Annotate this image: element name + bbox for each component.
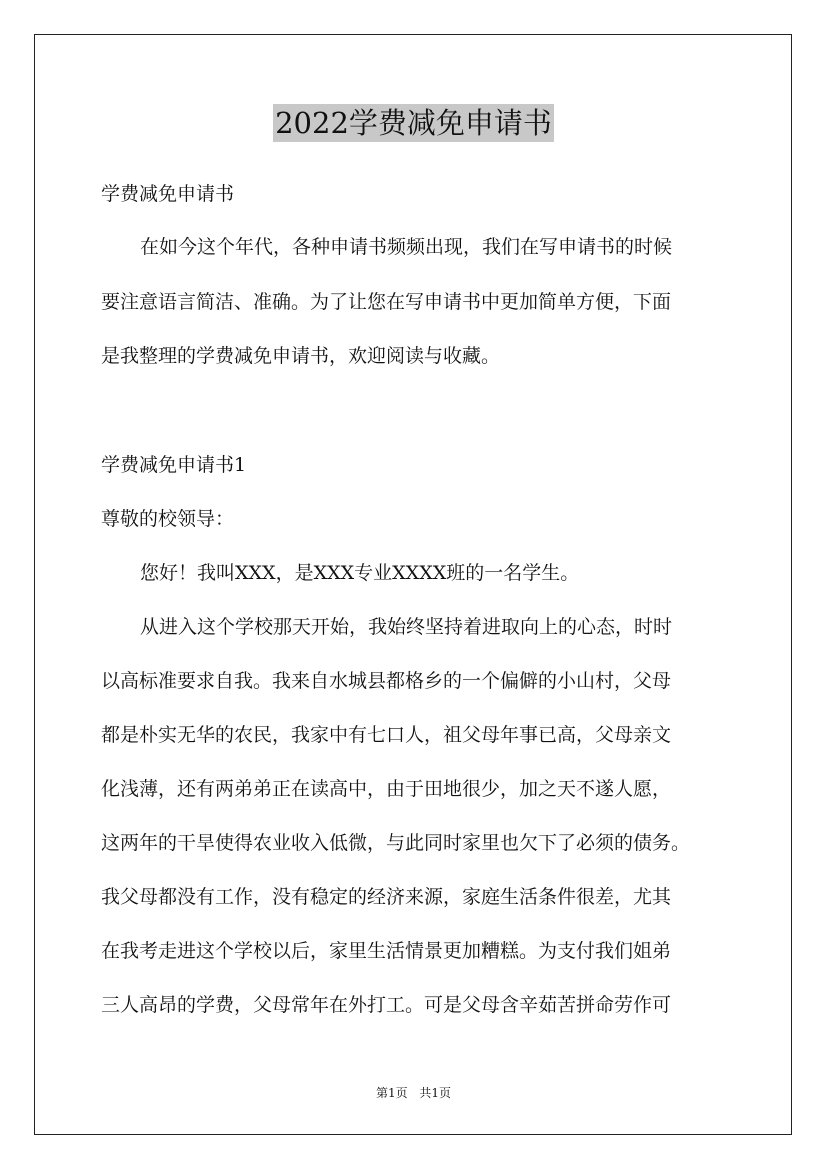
intro-line-1: 在如今这个年代，各种申请书频频出现，我们在写申请书的时候 <box>140 236 673 258</box>
title-container <box>0 104 827 142</box>
body-line-1: 从进入这个学校那天开始，我始终坚持着进取向上的心态，时时 <box>140 616 673 638</box>
section-heading: 学费减免申请书1 <box>101 454 247 476</box>
body-line-2: 以高标准要求自我。我来自水城县都格乡的一个偏僻的小山村，父母 <box>101 670 672 692</box>
page-footer <box>0 1085 827 1101</box>
greeting-line: 您好！我叫XXX，是XXX专业XXXX班的一名学生。 <box>140 562 580 584</box>
body-line-8: 三人高昂的学费，父母常年在外打工。可是父母含辛茹苦拼命劳作可 <box>101 994 672 1016</box>
page-number: 第1页 <box>375 1086 408 1100</box>
intro-line-3: 是我整理的学费减免申请书，欢迎阅读与收藏。 <box>101 345 501 367</box>
body-line-7: 在我考走进这个学校以后，家里生活情景更加糟糕。为支付我们姐弟 <box>101 940 672 962</box>
page-total: 共1页 <box>419 1086 452 1100</box>
body-line-6: 我父母都没有工作，没有稳定的经济来源，家庭生活条件很差，尤其 <box>101 886 672 908</box>
salutation: 尊敬的校领导： <box>101 508 235 530</box>
document-title: 2022学费减免申请书 <box>275 106 552 140</box>
intro-line-2: 要注意语言简洁、准确。为了让您在写申请书中更加简单方便，下面 <box>101 291 672 313</box>
body-line-3: 都是朴实无华的农民，我家中有七口人，祖父母年事已高，父母亲文 <box>101 724 672 746</box>
document-subtitle: 学费减免申请书 <box>101 183 235 205</box>
body-line-5: 这两年的干旱使得农业收入低微，与此同时家里也欠下了必须的债务。 <box>101 832 691 854</box>
body-line-4: 化浅薄，还有两弟弟正在读高中，由于田地很少，加之天不遂人愿， <box>101 778 672 800</box>
